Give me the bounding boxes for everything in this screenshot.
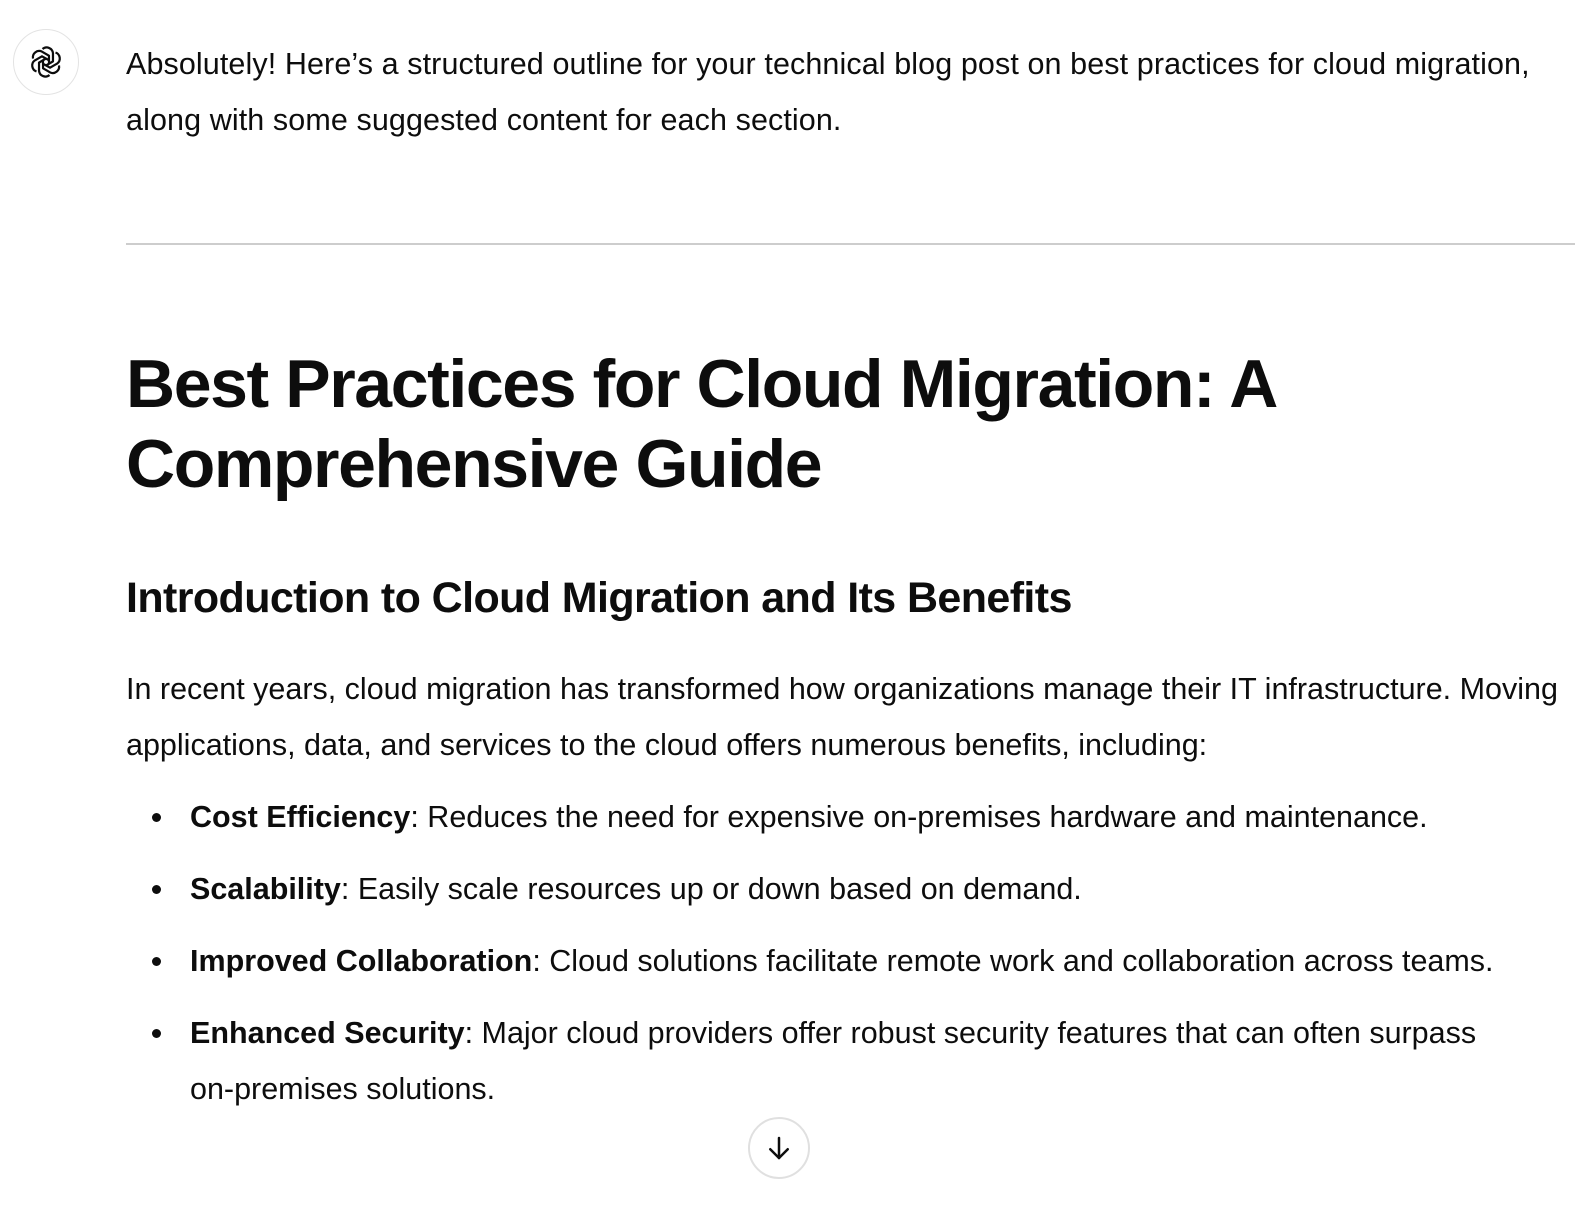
list-item (126, 789, 1526, 845)
benefit-term: Improved Collaboration (190, 944, 533, 978)
openai-logo-icon (27, 43, 65, 81)
bullet-icon (152, 957, 161, 966)
list-item (126, 861, 1526, 917)
benefit-term: Cost Efficiency (190, 800, 411, 834)
arrow-down-icon (764, 1133, 794, 1163)
benefits-list (126, 789, 1526, 1133)
benefit-term: Scalability (190, 872, 341, 906)
benefit-text: : Cloud solutions facilitate remote work and collaboration across teams. (532, 944, 1494, 978)
article-title: Best Practices for Cloud Migration: A Comprehensive Guide (126, 346, 1275, 502)
message-intro: Absolutely! Here’s a structured outline for your technical blog post on best practices for cloud migration, along with some suggested content for each section. (126, 47, 1530, 137)
bullet-icon (152, 885, 161, 894)
assistant-avatar (13, 29, 79, 95)
scroll-to-bottom-button[interactable] (748, 1117, 810, 1179)
assistant-message (126, 36, 1566, 148)
list-item (126, 1005, 1526, 1117)
divider (126, 243, 1575, 245)
bullet-icon (152, 813, 161, 822)
section-heading: Introduction to Cloud Migration and Its Benefits (126, 574, 1072, 622)
benefit-text: : Reduces the need for expensive on-premises hardware and maintenance. (410, 800, 1428, 834)
benefit-text: : Easily scale resources up or down based on demand. (340, 872, 1082, 906)
benefit-term: Enhanced Security (190, 1016, 465, 1050)
intro-paragraph: In recent years, cloud migration has transformed how organizations manage their IT infrastructure. Moving applications, data, and services to the cloud offers numerous benefits, including: (126, 672, 1558, 762)
list-item (126, 933, 1526, 989)
benefit-text: : Major cloud providers offer robust security features that can often surpass on-premises solutions. (190, 1016, 1477, 1106)
bullet-icon (152, 1029, 161, 1038)
